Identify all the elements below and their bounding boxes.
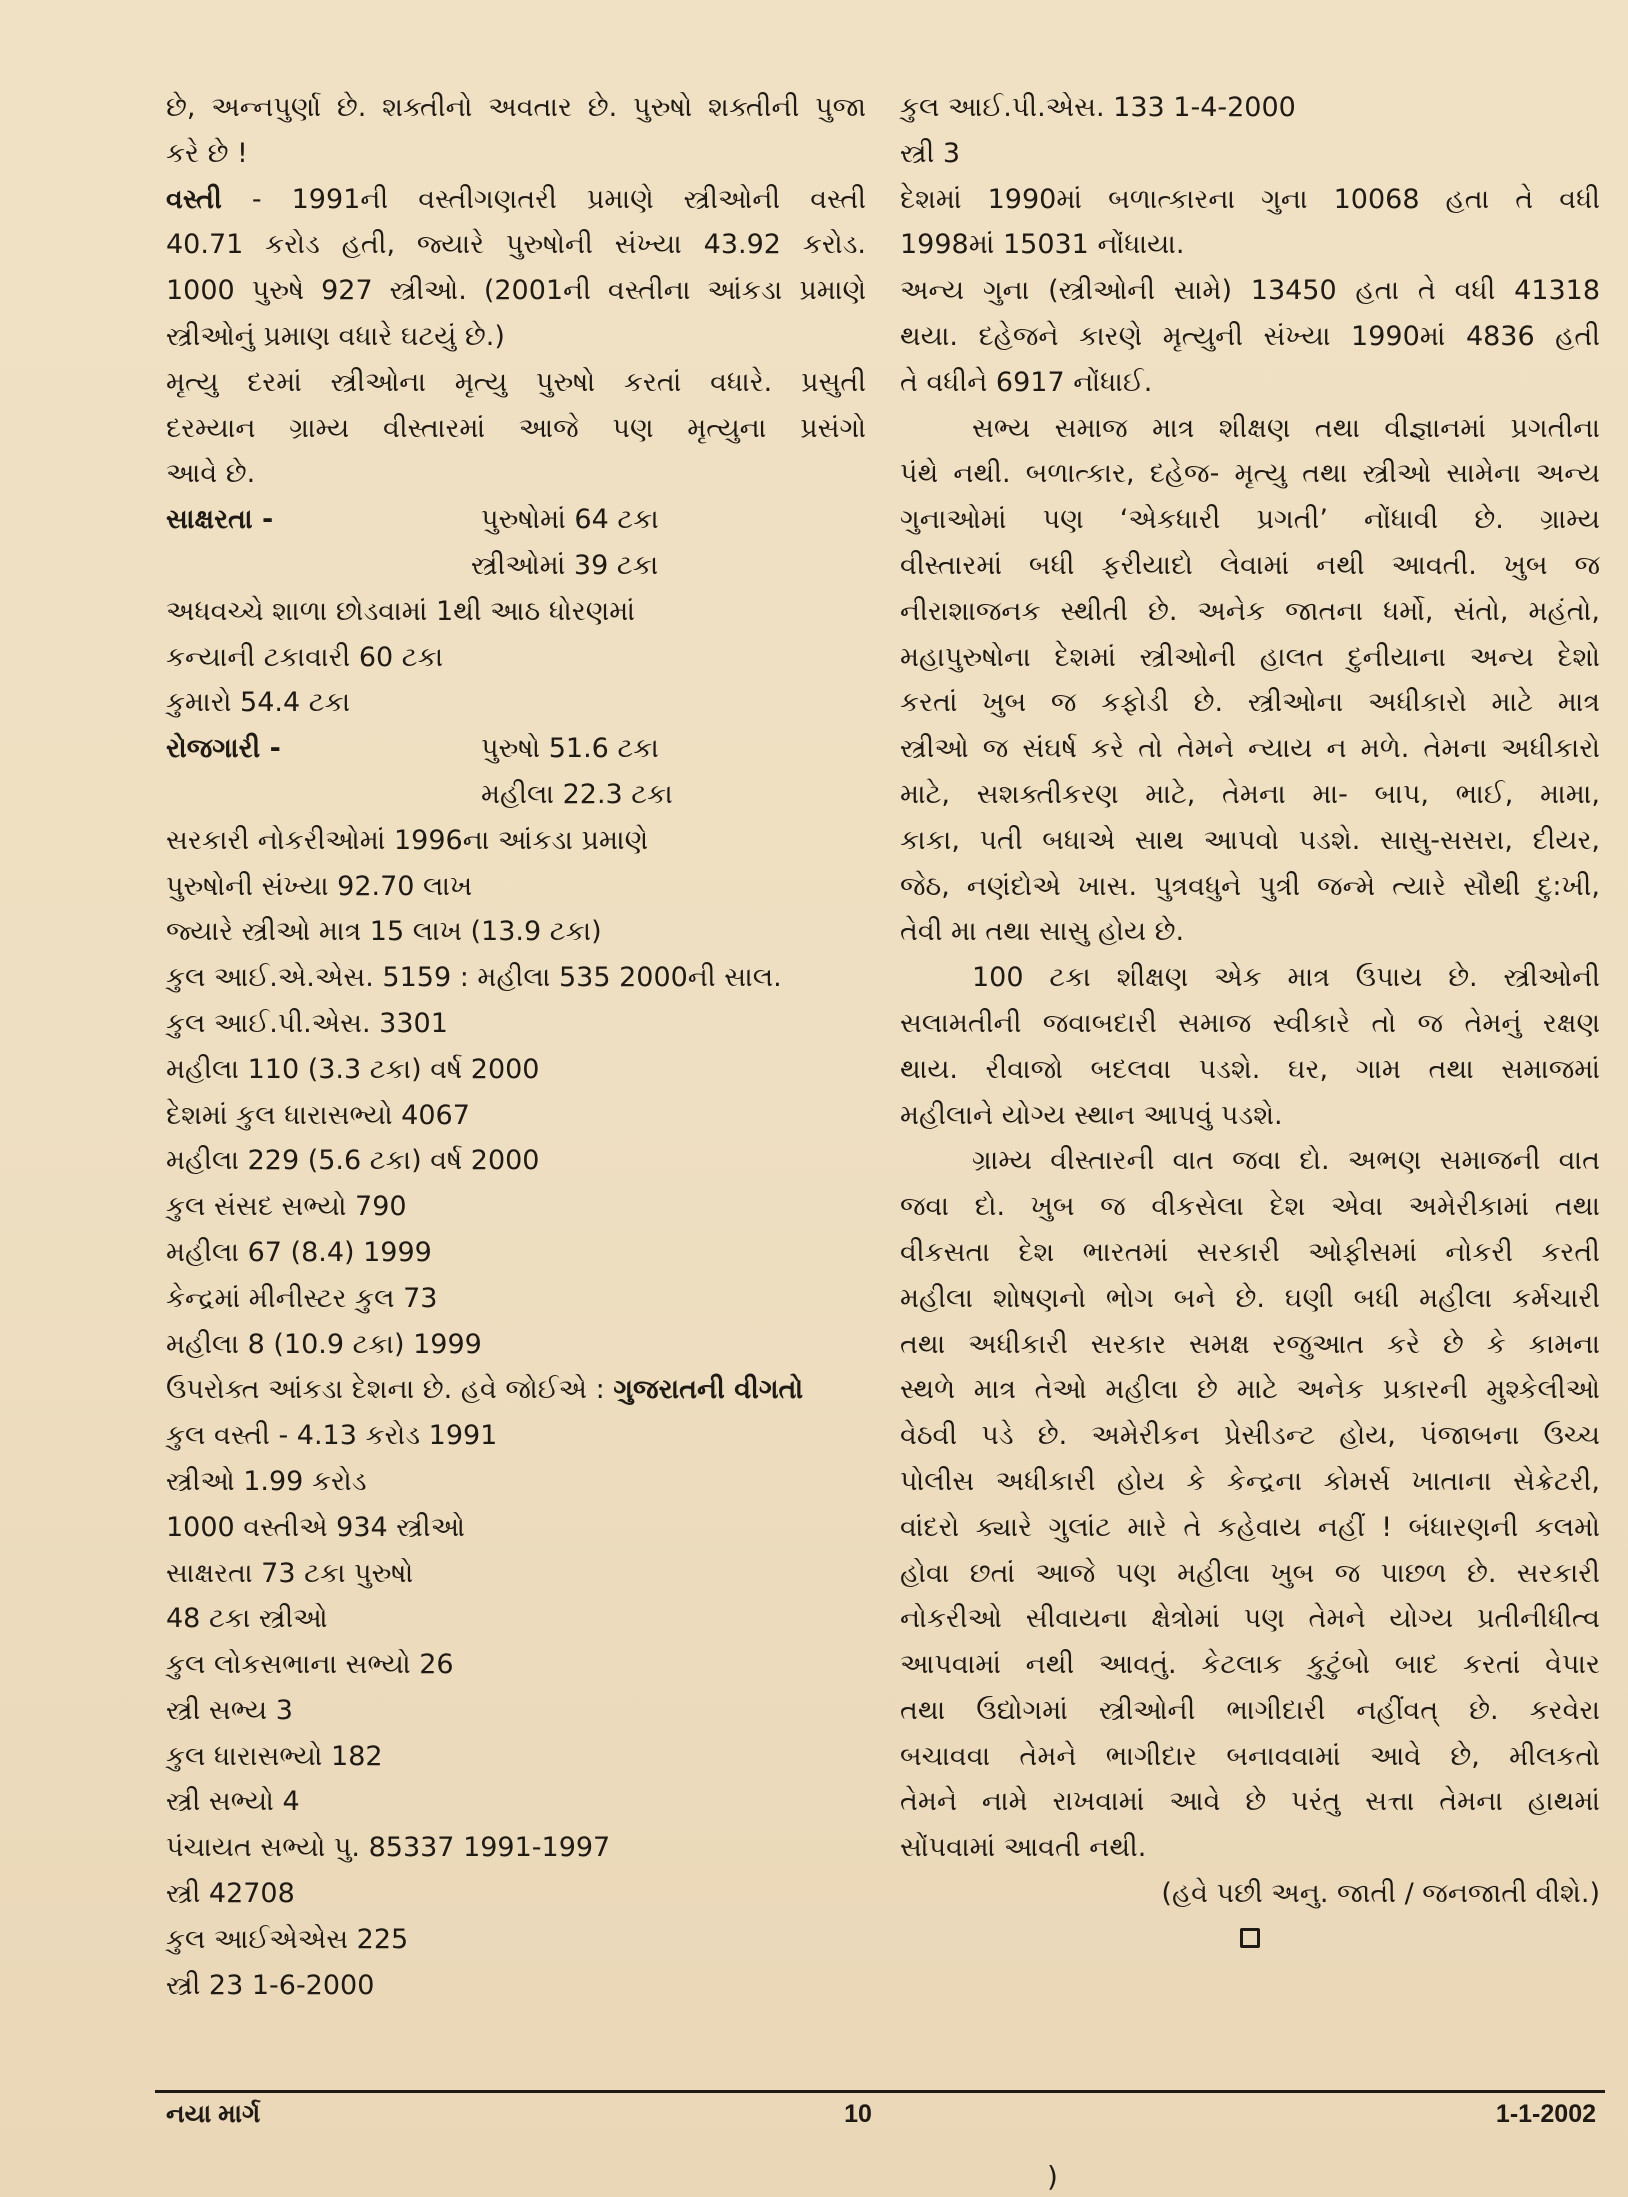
society-paragraph-line: સ્ત્રીઓ જ સંઘર્ષ કરે તો તેમને ન્યાય ન મળે. તેમના અધીકારો <box>900 733 1600 765</box>
footer-rule <box>155 2090 1605 2093</box>
population-paragraph-line: સ્ત્રીઓનું પ્રમાણ વધારે ઘટયું છે.) <box>166 320 505 352</box>
end-mark-row <box>900 1917 1600 1963</box>
gujarat-stat-line: પંચાયત સભ્યો પુ. 85337 1991-1997 <box>166 1832 611 1864</box>
text-line: કરે છે ! <box>166 137 248 169</box>
stat-line: ઉપરોક્ત આંકડા દેશના છે. હવે જોઈએ : ગુજરાતની વીગતો <box>166 1374 804 1406</box>
stat-line: કુલ સંસદ સભ્યો 790 <box>166 1191 407 1223</box>
population-paragraph-line: વસ્તી - 1991ની વસ્તીગણતરી પ્રમાણે સ્ત્રીઓની વસ્તી <box>166 183 866 215</box>
page-number: 10 <box>844 2100 872 2128</box>
society-paragraph-line: મહાપુરુષોના દેશમાં સ્ત્રીઓની હાલત દુનીયાના અન્ય દેશો <box>900 641 1600 673</box>
stat-line: સરકારી નોકરીઓમાં 1996ના આંકડા પ્રમાણે <box>166 824 649 856</box>
society-paragraph-line: માટે, સશક્તીકરણ માટે, તેમના મા- બાપ, ભાઈ, મામા, <box>900 778 1600 810</box>
gujarat-stat-line: સ્ત્રી 42708 <box>166 1878 295 1910</box>
workplace-paragraph-line: સોંપવામાં આવતી નથી. <box>900 1832 1147 1864</box>
workplace-paragraph-line: હોવા છતાં આજે પણ મહીલા ખુબ જ પાછળ છે. સરકારી <box>900 1557 1600 1589</box>
gujarat-stat-line: સ્ત્રી સભ્ય 3 <box>166 1694 293 1726</box>
workplace-paragraph-line: વીકસતા દેશ ભારતમાં સરકારી ઓફીસમાં નોકરી કરતી <box>900 1236 1600 1268</box>
stat-line: જ્યારે સ્ત્રીઓ માત્ર 15 લાખ (13.9 ટકા) <box>166 916 602 948</box>
workplace-paragraph-line: વેઠવી પડે છે. અમેરીકન પ્રેસીડન્ટ હોય, પંજાબના ઉચ્ચ <box>900 1420 1600 1452</box>
gujarat-stat-line: કુલ લોકસભાના સભ્યો 26 <box>166 1649 454 1681</box>
population-heading: વસ્તી <box>166 183 222 215</box>
society-paragraph-line: તેવી મા તથા સાસુ હોય છે. <box>900 916 1185 948</box>
stat-line: મહીલા 67 (8.4) 1999 <box>166 1236 432 1268</box>
text-line: છે, અન્નપુર્ણા છે. શક્તીનો અવતાર છે. પુરુષો શક્તીની પુજા <box>166 92 866 123</box>
magazine-name: નયા માર્ગ <box>166 2100 261 2128</box>
workplace-paragraph-line: સ્થળે માત્ર તેઓ મહીલા છે માટે અનેક પ્રકારની મુશ્કેલીઓ <box>900 1374 1600 1406</box>
left-column <box>166 85 866 2008</box>
issue-date: 1-1-2002 <box>1495 2100 1596 2128</box>
employment-row <box>166 726 866 772</box>
stat-line: સ્ત્રી 3 <box>900 137 961 169</box>
stat-line: કુલ આઈ.પી.એસ. 3301 <box>166 1007 448 1039</box>
workplace-paragraph-line: ગ્રામ્ય વીસ્તારની વાત જવા દો. અભણ સમાજની વાત <box>972 1145 1600 1177</box>
crime-paragraph-line: 1998માં 15031 નોંધાયા. <box>900 229 1185 261</box>
gujarat-stat-line: કુલ વસ્તી - 4.13 કરોડ 1991 <box>166 1420 498 1452</box>
population-paragraph-line: 40.71 કરોડ હતી, જ્યારે પુરુષોની સંખ્યા 43.92 કરોડ. <box>166 229 866 261</box>
workplace-paragraph-line: આપવામાં નથી આવતું. કેટલાક કુટુંબો બાદ કરતાં વેપાર <box>900 1649 1600 1681</box>
stat-line: મહીલા 110 (3.3 ટકા) વર્ષ 2000 <box>166 1053 540 1085</box>
page-footer <box>166 2100 1596 2129</box>
employment-row <box>166 772 866 818</box>
gujarat-stat-line: કુલ ધારાસભ્યો 182 <box>166 1740 383 1772</box>
education-paragraph-line: સલામતીની જવાબદારી સમાજ સ્વીકારે તો જ તેમનું રક્ષણ <box>900 1007 1600 1039</box>
continued-note: (હવે પછી અનુ. જાતી / જનજાતી વીશે.) <box>1161 1878 1600 1910</box>
society-paragraph-line: કાકા, પતી બધાએ સાથ આપવો પડશે. સાસુ-સસરા, દીયર, <box>900 824 1600 856</box>
stat-line: કુલ આઈ.એ.એસ. 5159 : મહીલા 535 2000ની સાલ. <box>166 962 782 994</box>
literacy-row <box>166 497 866 543</box>
stat-line: મહીલા 229 (5.6 ટકા) વર્ષ 2000 <box>166 1145 540 1177</box>
gujarat-stat-line: સ્ત્રી 23 1-6-2000 <box>166 1969 375 2001</box>
literacy-men: પુરુષોમાં 64 ટકા <box>481 504 659 536</box>
education-paragraph-line: થાય. રીવાજો બદલવા પડશે. ઘર, ગામ તથા સમાજમાં <box>900 1053 1600 1085</box>
workplace-paragraph-line: નોકરીઓ સીવાયના ક્ષેત્રોમાં પણ તેમને યોગ્ય પ્રતીનીધીત્વ <box>900 1603 1600 1635</box>
workplace-paragraph-line: મહીલા શોષણનો ભોગ બને છે. ઘણી બધી મહીલા કર્મચારી <box>900 1282 1600 1314</box>
crime-paragraph-line: તે વધીને 6917 નોંધાઈ. <box>900 366 1153 398</box>
gujarat-stat-line: કુલ આઈએએસ 225 <box>166 1923 409 1955</box>
dropout-line: કન્યાની ટકાવારી 60 ટકા <box>166 641 444 673</box>
society-paragraph-line: ગુનાઓમાં પણ ‘એકધારી પ્રગતી’ નોંધાવી છે. ગ્રામ્ય <box>900 504 1600 536</box>
stat-line: દેશમાં કુલ ધારાસભ્યો 4067 <box>166 1099 470 1131</box>
society-paragraph-line: વીસ્તારમાં બધી ફરીયાદો લેવામાં નથી આવતી. ખુબ જ <box>900 549 1600 581</box>
square-end-mark-icon <box>1240 1928 1260 1948</box>
workplace-paragraph-line: જવા દો. ખુબ જ વીકસેલા દેશ એવા અમેરીકામાં તથા <box>900 1191 1600 1223</box>
society-paragraph-line: પંથે નથી. બળાત્કાર, દહેજ- મૃત્યુ તથા સ્ત્રીઓ સામેના અન્ય <box>900 458 1600 490</box>
gujarat-stat-line: 1000 વસ્તીએ 934 સ્ત્રીઓ <box>166 1511 465 1543</box>
stray-mark: ) <box>1047 2160 1058 2193</box>
dropout-line: અધવચ્ચે શાળા છોડવામાં 1થી આઠ ધોરણમાં <box>166 595 635 627</box>
mortality-paragraph-line: આવે છે. <box>166 458 256 490</box>
workplace-paragraph-line: પોલીસ અધીકારી હોય કે કેન્દ્રના કોમર્સ ખાતાના સેક્રેટરી, <box>900 1465 1600 1497</box>
education-paragraph-line: મહીલાને યોગ્ય સ્થાન આપવું પડશે. <box>900 1099 1283 1131</box>
population-paragraph-line: 1000 પુરુષે 927 સ્ત્રીઓ. (2001ની વસ્તીના આંકડા પ્રમાણે <box>166 275 866 307</box>
society-paragraph-line: કરતાં ખુબ જ કફોડી છે. સ્ત્રીઓના અધીકારો માટે માત્ર <box>900 687 1600 719</box>
literacy-heading: સાક્ષરતા - <box>166 504 274 536</box>
education-paragraph-line: 100 ટકા શીક્ષણ એક માત્ર ઉપાય છે. સ્ત્રીઓની <box>972 962 1600 994</box>
gujarat-stat-line: સ્ત્રીઓ 1.99 કરોડ <box>166 1465 367 1497</box>
literacy-women: સ્ત્રીઓમાં 39 ટકા <box>471 549 659 581</box>
stat-line: કેન્દ્રમાં મીનીસ્ટર કુલ 73 <box>166 1282 438 1314</box>
crime-paragraph-line: થયા. દહેજને કારણે મૃત્યુની સંખ્યા 1990માં 4836 હતી <box>900 320 1600 352</box>
employment-men: પુરુષો 51.6 ટકા <box>481 733 659 765</box>
workplace-paragraph-line: તથા અધીકારી સરકાર સમક્ષ રજુઆત કરે છે કે કામના <box>900 1328 1600 1360</box>
literacy-row <box>166 543 866 589</box>
stat-line: પુરુષોની સંખ્યા 92.70 લાખ <box>166 870 473 902</box>
society-paragraph-line: નીરાશાજનક સ્થીતી છે. અનેક જાતના ધર્મો, સંતો, મહંતો, <box>900 595 1600 627</box>
mortality-paragraph-line: દરમ્યાન ગ્રામ્ય વીસ્તારમાં આજે પણ મૃત્યુના પ્રસંગો <box>166 412 866 444</box>
gujarat-stat-line: સાક્ષરતા 73 ટકા પુરુષો <box>166 1557 414 1589</box>
right-column <box>900 85 1600 1963</box>
gujarat-stat-line: 48 ટકા સ્ત્રીઓ <box>166 1603 328 1635</box>
gujarat-stat-line: સ્ત્રી સભ્યો 4 <box>166 1786 300 1818</box>
employment-women: મહીલા 22.3 ટકા <box>481 778 673 810</box>
mortality-paragraph-line: મૃત્યુ દરમાં સ્ત્રીઓના મૃત્યુ પુરુષો કરતાં વધારે. પ્રસુતી <box>166 366 866 398</box>
workplace-paragraph-line: બચાવવા તેમને ભાગીદાર બનાવવામાં આવે છે, મીલકતો <box>900 1740 1600 1772</box>
workplace-paragraph-line: તથા ઉદ્યોગમાં સ્ત્રીઓની ભાગીદારી નહીંવત્ છે. કરવેરા <box>900 1694 1600 1726</box>
gujarat-details-heading: ગુજરાતની વીગતો <box>613 1374 804 1406</box>
stat-line: કુલ આઈ.પી.એસ. 133 1-4-2000 <box>900 92 1296 123</box>
stat-line: મહીલા 8 (10.9 ટકા) 1999 <box>166 1328 482 1360</box>
employment-heading: રોજગારી - <box>166 733 281 765</box>
crime-paragraph-line: દેશમાં 1990માં બળાત્કારના ગુના 10068 હતા તે વધી <box>900 183 1600 215</box>
workplace-paragraph-line: વાંદરો ક્યારે ગુલાંટ મારે તે કહેવાય નહીં ! બંધારણની કલમો <box>900 1511 1600 1543</box>
society-paragraph-line: સભ્ય સમાજ માત્ર શીક્ષણ તથા વીજ્ઞાનમાં પ્રગતીના <box>972 412 1600 444</box>
workplace-paragraph-line: તેમને નામે રાખવામાં આવે છે પરંતુ સત્તા તેમના હાથમાં <box>900 1786 1600 1818</box>
crime-paragraph-line: અન્ય ગુના (સ્ત્રીઓની સામે) 13450 હતા તે વધી 41318 <box>900 275 1600 307</box>
dropout-line: કુમારો 54.4 ટકા <box>166 687 351 719</box>
society-paragraph-line: જેઠ, નણંદોએ ખાસ. પુત્રવધુને પુત્રી જન્મે ત્યારે સૌથી દુ:ખી, <box>900 870 1600 902</box>
